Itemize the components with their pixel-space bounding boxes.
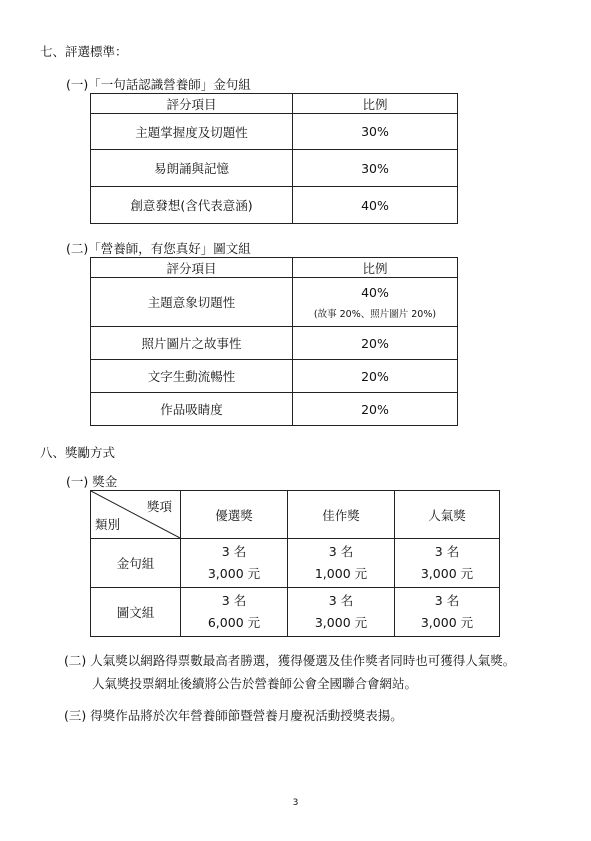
ratio-value: 40% [361, 284, 389, 300]
prize-cell [181, 588, 288, 637]
corner-top-label: 獎項 [146, 499, 172, 514]
column-header: 人氣獎 [395, 491, 500, 539]
ratio-cell: 40% [293, 187, 458, 224]
prize-cell [395, 539, 500, 588]
section7-heading: 七、評選標準： [40, 44, 128, 59]
table-header-row [91, 258, 458, 278]
corner-bottom-label: 類別 [95, 517, 121, 532]
table-row [91, 393, 458, 426]
prize-amount: 1,000 元 [314, 566, 368, 581]
page-number: 3 [292, 798, 299, 808]
criterion-cell: 創意發想(含代表意涵) [91, 187, 293, 224]
prize-amount: 3,000 元 [420, 615, 474, 630]
section8-heading: 八、獎勵方式 [40, 445, 116, 460]
header-cell: 比例 [293, 258, 458, 278]
criteria-table-1 [90, 93, 458, 224]
prize-count: 3 名 [221, 544, 247, 559]
table-row [91, 278, 458, 327]
corner-cell [91, 491, 181, 539]
criterion-cell: 照片圖片之故事性 [91, 327, 293, 360]
prize-count: 3 名 [328, 544, 354, 559]
award-ceremony-paragraph: (三) 得獎作品將於次年營養師節暨營養月慶祝活動授獎表揚。 [64, 708, 403, 723]
popularity-award-paragraph [64, 649, 515, 695]
table-header-row [91, 94, 458, 114]
prize-count: 3 名 [434, 593, 460, 608]
prize-amount: 3,000 元 [207, 566, 261, 581]
table-row [91, 187, 458, 224]
category-cell: 圖文組 [91, 588, 181, 637]
prize-table [90, 490, 500, 637]
header-cell: 評分項目 [91, 258, 293, 278]
table-row [91, 539, 500, 588]
group1-title: (一)「一句話認識營養師」金句組 [66, 77, 251, 92]
table-row [91, 360, 458, 393]
criterion-cell: 易朗誦與記憶 [91, 150, 293, 187]
ratio-cell: 20% [293, 393, 458, 426]
prize-cell [395, 588, 500, 637]
prize-cell [288, 539, 395, 588]
prize-subheading: (一) 獎金 [66, 474, 118, 489]
criterion-cell: 主題意象切題性 [91, 278, 293, 327]
ratio-cell: 30% [293, 150, 458, 187]
prize-amount: 6,000 元 [207, 615, 261, 630]
criterion-cell: 文字生動流暢性 [91, 360, 293, 393]
ratio-cell: 30% [293, 114, 458, 150]
prize-count: 3 名 [328, 593, 354, 608]
criterion-cell: 主題掌握度及切題性 [91, 114, 293, 150]
group2-title: (二)「營養師，有您真好」圖文組 [66, 241, 251, 256]
prize-amount: 3,000 元 [420, 566, 474, 581]
prize-cell [181, 539, 288, 588]
column-header: 優選獎 [181, 491, 288, 539]
criterion-cell: 作品吸睛度 [91, 393, 293, 426]
category-cell: 金句組 [91, 539, 181, 588]
ratio-cell: 20% [293, 327, 458, 360]
table-row [91, 588, 500, 637]
ratio-note: (故事 20%、照片圖片 20%) [313, 308, 437, 320]
prize-count: 3 名 [434, 544, 460, 559]
paragraph-line: 人氣獎投票網址後續將公告於營養師公會全國聯合會網站。 [92, 676, 418, 691]
prize-cell [288, 588, 395, 637]
header-cell: 比例 [293, 94, 458, 114]
table-row [91, 150, 458, 187]
column-header: 佳作獎 [288, 491, 395, 539]
prize-count: 3 名 [221, 593, 247, 608]
header-cell: 評分項目 [91, 94, 293, 114]
ratio-cell: 20% [293, 360, 458, 393]
table-header-row [91, 491, 500, 539]
ratio-cell [293, 278, 458, 327]
paragraph-line: (二) 人氣獎以網路得票數最高者勝選，獲得優選及佳作獎者同時也可獲得人氣獎。 [64, 653, 516, 668]
table-row [91, 327, 458, 360]
table-row [91, 114, 458, 150]
prize-amount: 3,000 元 [314, 615, 368, 630]
criteria-table-2 [90, 257, 458, 426]
